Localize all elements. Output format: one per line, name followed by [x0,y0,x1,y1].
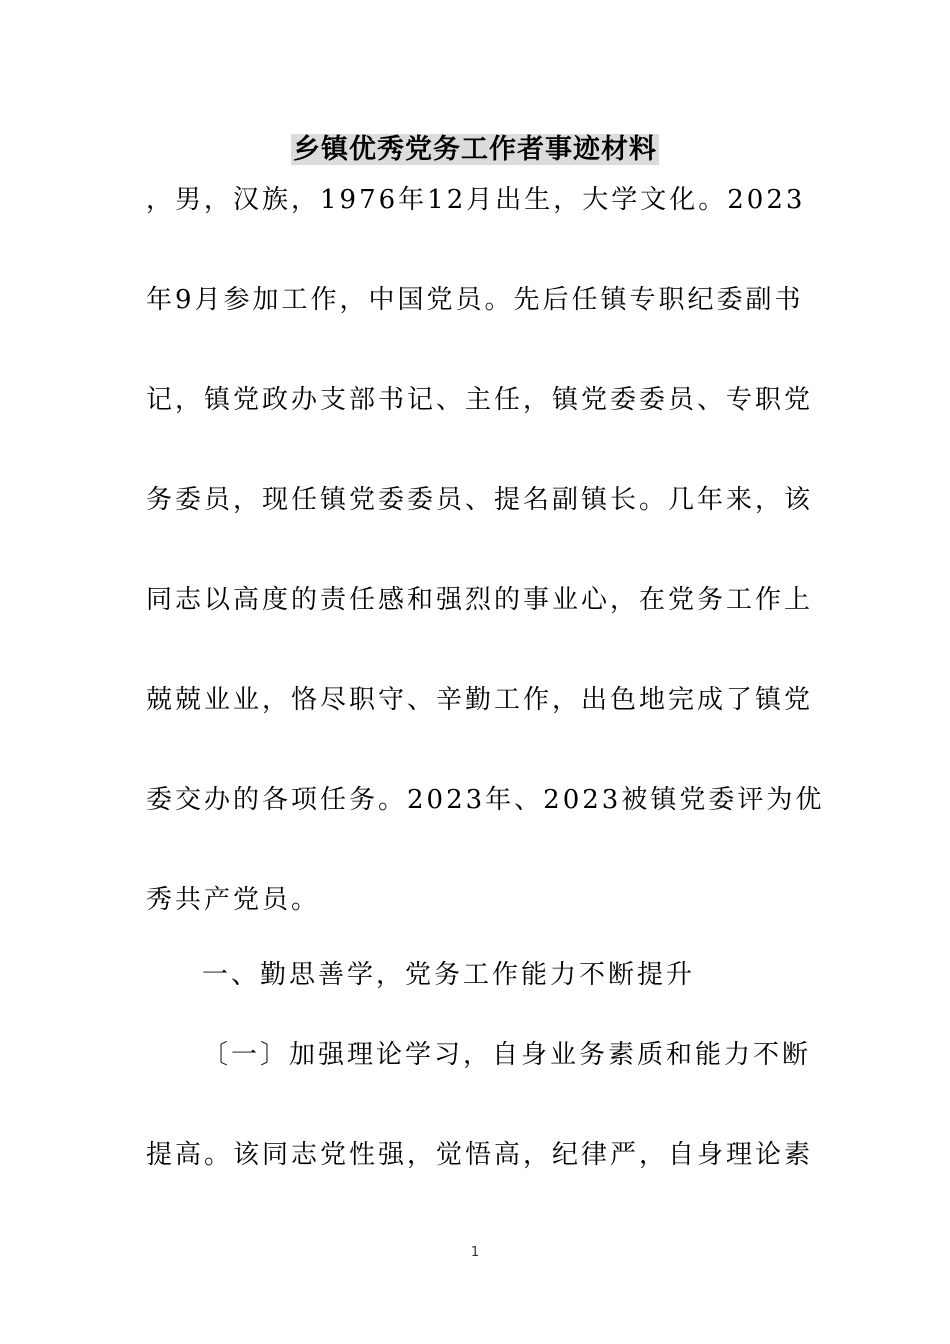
document-title-text: 乡镇优秀党务工作者事迹材料 [293,134,657,165]
body-line-5: 同志以高度的责任感和强烈的事业心，在党务工作上 [146,585,814,615]
body-line-8: 秀共产党员。 [146,885,321,915]
body-line-11: 提高。该同志党性强，觉悟高，纪律严，自身理论素 [146,1140,814,1170]
body-line-1: ，男，汉族，1976年12月出生，大学文化。2023 [146,185,806,215]
body-line-2: 年9月参加工作，中国党员。先后任镇专职纪委副书 [146,285,804,315]
body-line-4: 务委员，现任镇党委委员、提名副镇长。几年来，该 [146,485,814,515]
document-title [0,130,950,170]
subsection-heading-line: 〔一〕加强理论学习，自身业务素质和能力不断 [202,1040,812,1070]
body-line-7: 委交办的各项任务。2023年、2023被镇党委评为优 [146,785,825,815]
body-line-3: 记，镇党政办支部书记、主任，镇党委委员、专职党 [146,385,814,415]
section-heading: 一、勤思善学，党务工作能力不断提升 [202,960,696,990]
body-line-6: 兢兢业业，恪尽职守、辛勤工作，出色地完成了镇党 [146,685,814,715]
page-number: 1 [470,1245,480,1260]
